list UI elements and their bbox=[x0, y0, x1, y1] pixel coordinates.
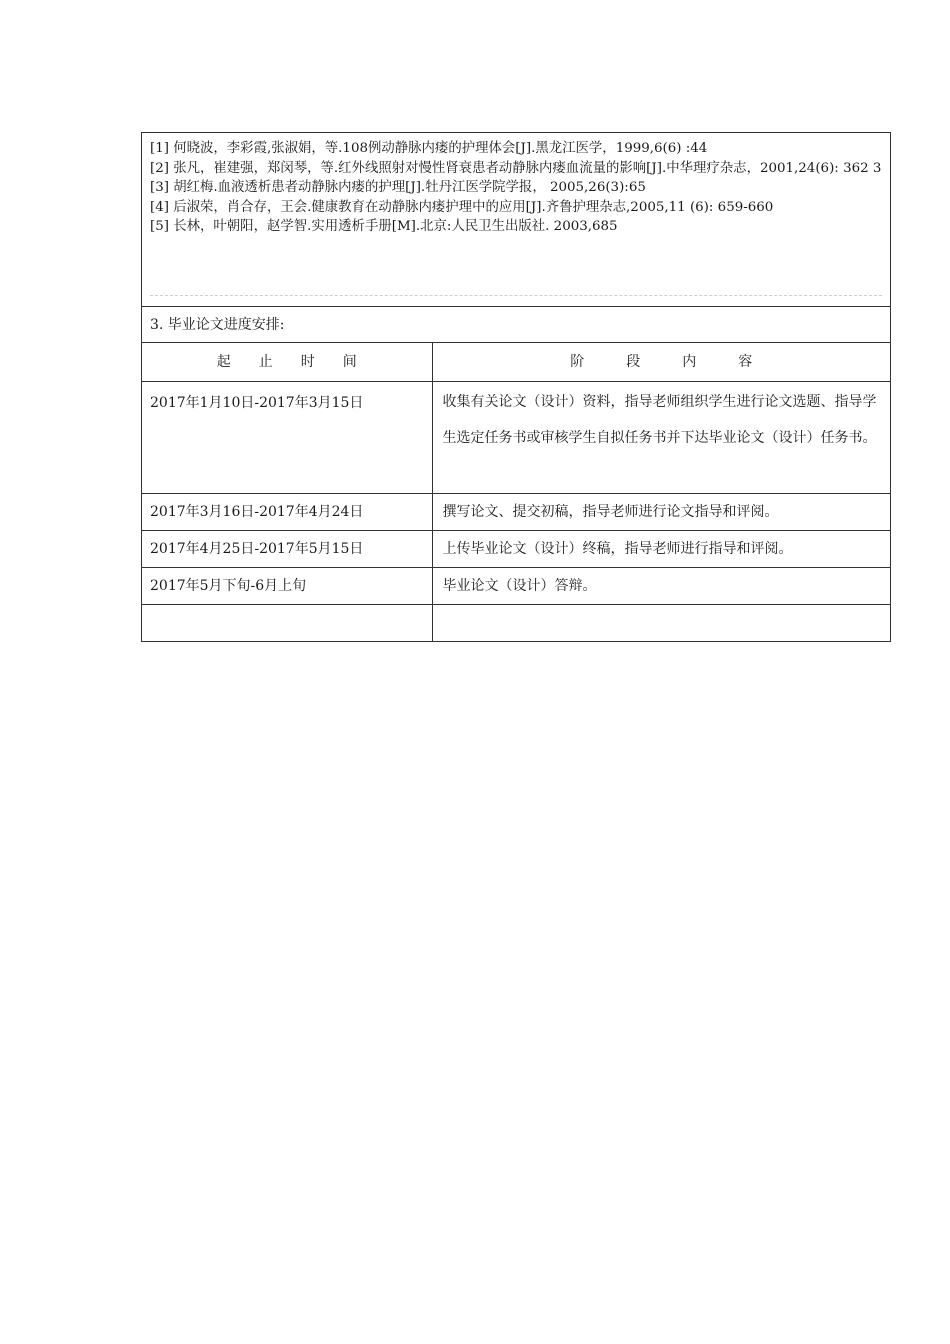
row-content: 毕业论文（设计）答辩。 bbox=[432, 568, 890, 605]
reference-item: [5] 长林，叶朝阳，赵学智.实用透析手册[M].北京:人民卫生出版社. 2003,685 bbox=[150, 219, 618, 235]
table-row bbox=[142, 494, 890, 531]
header-content: 阶 段 内 容 bbox=[570, 354, 753, 370]
table-header-row bbox=[142, 343, 890, 382]
reference-item: [2] 张凡，崔建强，郑闵琴，等.红外线照射对慢性肾衰患者动静脉内瘘血流量的影响[J].中华理疗杂志，2001,24(6): 362 3 bbox=[150, 160, 882, 176]
table-row bbox=[142, 568, 890, 605]
document-frame bbox=[141, 132, 891, 642]
table-row bbox=[142, 531, 890, 568]
table-row bbox=[142, 382, 890, 494]
dashed-divider bbox=[150, 295, 882, 296]
reference-item: [4] 后淑荣，肖合存，王会.健康教育在动静脉内瘘护理中的应用[J].齐鲁护理杂志,2005,11 (6): 659-660 bbox=[150, 199, 774, 215]
row-content: 上传毕业论文（设计）终稿，指导老师进行指导和评阅。 bbox=[432, 531, 890, 568]
header-time: 起 止 时 间 bbox=[142, 343, 432, 382]
references-block bbox=[142, 133, 890, 307]
row-time: 2017年4月25日-2017年5月15日 bbox=[142, 531, 432, 568]
schedule-title: 3. 毕业论文进度安排: bbox=[142, 307, 890, 343]
row-time: 2017年3月16日-2017年4月24日 bbox=[142, 494, 432, 531]
row-content: 收集有关论文（设计）资料，指导老师组织学生进行论文选题、指导学生选定任务书或审核学生自拟任务书并下达毕业论文（设计）任务书。 bbox=[432, 382, 890, 494]
row-time: 2017年1月10日-2017年3月15日 bbox=[142, 382, 432, 494]
empty-table-row bbox=[142, 605, 890, 641]
reference-item: [1] 何晓波，李彩霞,张淑娟，等.108例动静脉内瘘的护理体会[J].黑龙江医学，1999,6(6) :44 bbox=[150, 141, 708, 156]
empty-cell bbox=[142, 605, 432, 641]
reference-item: [3] 胡红梅.血液透析患者动静脉内瘘的护理[J].牡丹江医学院学报， 2005,26(3):65 bbox=[150, 180, 646, 196]
schedule-table bbox=[142, 343, 890, 641]
empty-cell bbox=[432, 605, 890, 641]
row-content: 撰写论文、提交初稿，指导老师进行论文指导和评阅。 bbox=[432, 494, 890, 531]
row-time: 2017年5月下旬-6月上旬 bbox=[142, 568, 432, 605]
